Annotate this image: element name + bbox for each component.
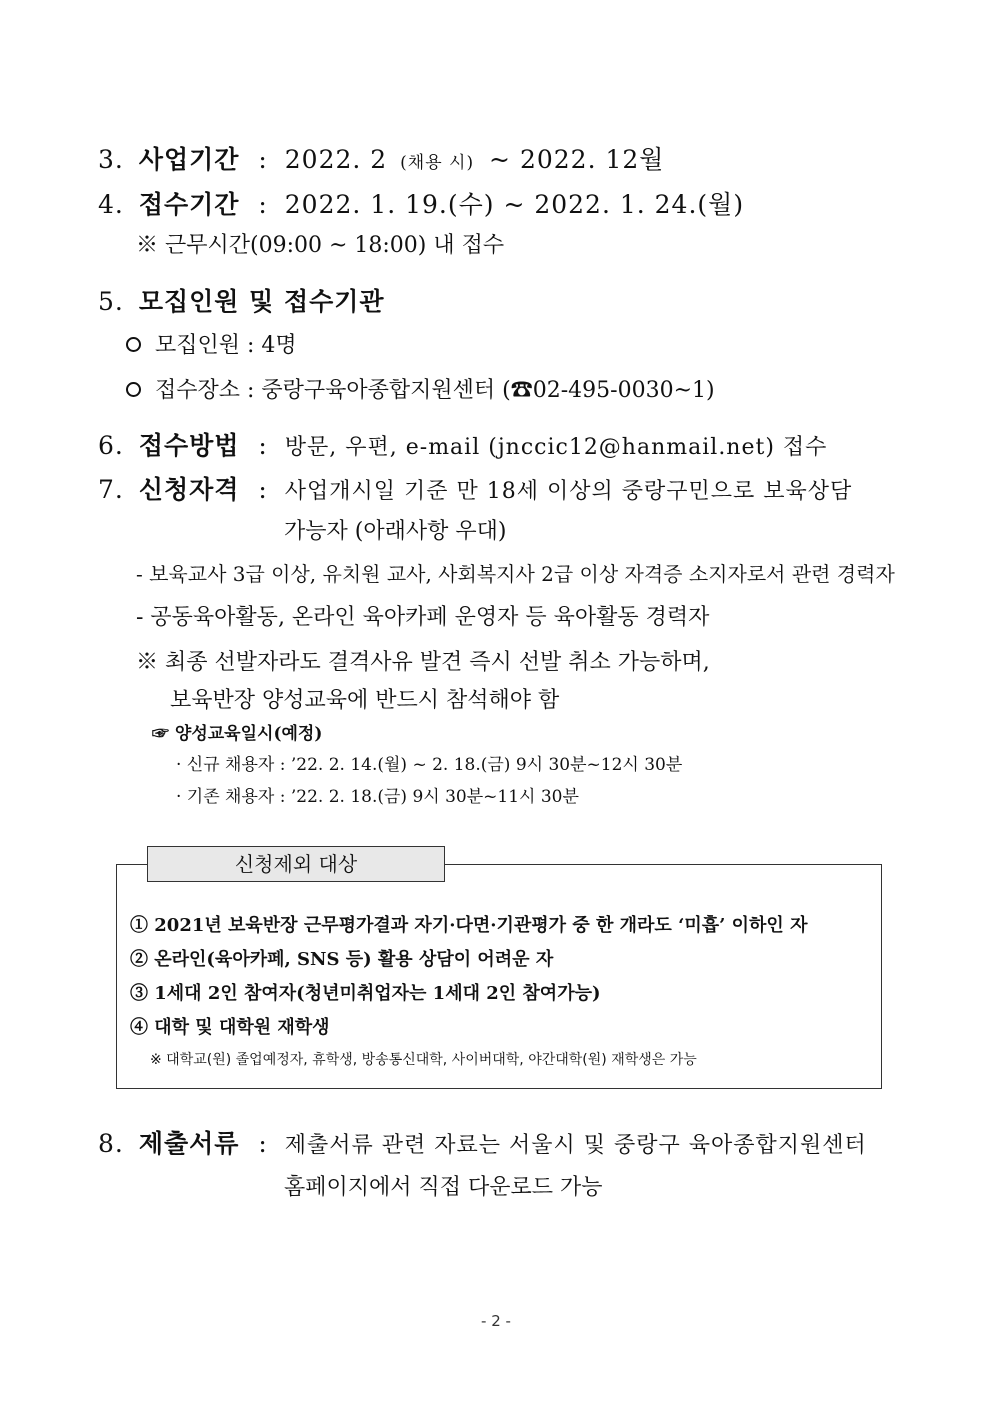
qualification-line1: 사업개시일 기준 만 18세 이상의 중랑구민으로 보육상담	[284, 479, 853, 504]
documents-line1: 제출서류 관련 자료는 서울시 및 중랑구 육아종합지원센터	[284, 1133, 867, 1158]
separator: :	[258, 475, 268, 504]
reception-place: 접수장소 : 중랑구육아종합지원센터 (☎02-495-0030~1)	[155, 378, 715, 403]
schedule-item: · 신규 채용자 : ’22. 2. 14.(월) ~ 2. 18.(금) 9시 30분~12시 30분	[176, 755, 683, 775]
section-label: 접수방법	[138, 431, 240, 460]
list-item	[126, 328, 297, 359]
preference-item: - 보육교사 3급 이상, 유치원 교사, 사회복지사 2급 이상 자격증 소지자로서 관련 경력자	[136, 562, 895, 586]
separator: :	[258, 190, 268, 219]
work-hours-note: ※ 근무시간(09:00 ~ 18:00) 내 접수	[136, 233, 505, 258]
recruit-count: 모집인원 : 4명	[155, 333, 297, 358]
reception-period: 2022. 1. 19.(수) ~ 2022. 1. 24.(월)	[284, 190, 745, 219]
section-label: 사업기간	[138, 145, 240, 174]
period-note: (채용 시)	[400, 153, 475, 173]
section-label: 모집인원 및 접수기관	[138, 287, 385, 316]
section-label: 신청자격	[138, 475, 240, 504]
separator: :	[258, 145, 268, 174]
separator: :	[258, 1129, 268, 1158]
section-5	[98, 282, 385, 318]
qualification-line2: 가능자 (아래사항 우대)	[284, 519, 507, 544]
reception-method: 방문, 우편, e-mail (jnccic12@hanmail.net) 접수	[284, 435, 828, 460]
exclusion-item: ② 온라인(육아카페, SNS 등) 활용 상담이 어려운 자	[130, 949, 554, 970]
list-item	[126, 373, 715, 404]
section-4	[98, 185, 744, 221]
schedule-item: · 기존 채용자 : ’22. 2. 18.(금) 9시 30분~11시 30분	[176, 787, 579, 807]
section-label: 제출서류	[138, 1129, 240, 1158]
section-number: 8.	[98, 1129, 124, 1158]
period-start: 2022. 2	[284, 145, 388, 174]
exclusion-item: ④ 대학 및 대학원 재학생	[130, 1017, 330, 1038]
period-end: ~ 2022. 12월	[489, 145, 665, 174]
section-number: 6.	[98, 431, 124, 460]
section-3	[98, 140, 664, 176]
exclusion-box-title: 신청제외 대상	[147, 846, 445, 882]
preference-item: - 공동육아활동, 온라인 육아카페 운영자 등 육아활동 경력자	[136, 605, 710, 630]
notice-line1: ※ 최종 선발자라도 결격사유 발견 즉시 선발 취소 가능하며,	[136, 650, 710, 675]
separator: :	[258, 431, 268, 460]
section-8	[98, 1124, 867, 1160]
training-schedule-title: ☞ 양성교육일시(예정)	[152, 724, 323, 744]
section-number: 7.	[98, 475, 124, 504]
section-7	[98, 470, 852, 506]
section-label: 접수기간	[138, 190, 240, 219]
circle-bullet-icon	[126, 382, 141, 397]
section-number: 5.	[98, 287, 124, 316]
circle-bullet-icon	[126, 337, 141, 352]
section-6	[98, 426, 827, 462]
section-number: 3.	[98, 145, 124, 174]
exclusion-note: ※ 대학교(원) 졸업예정자, 휴학생, 방송통신대학, 사이버대학, 야간대학(원) 재학생은 가능	[150, 1052, 697, 1068]
page-number: - 2 -	[481, 1312, 511, 1330]
notice-line2: 보육반장 양성교육에 반드시 참석해야 함	[170, 688, 560, 713]
exclusion-item: ① 2021년 보육반장 근무평가결과 자기·다면·기관평가 중 한 개라도 ‘미흡’ 이하인 자	[130, 915, 808, 936]
documents-line2: 홈페이지에서 직접 다운로드 가능	[284, 1175, 603, 1200]
exclusion-item: ③ 1세대 2인 참여자(청년미취업자는 1세대 2인 참여가능)	[130, 983, 601, 1004]
section-number: 4.	[98, 190, 124, 219]
